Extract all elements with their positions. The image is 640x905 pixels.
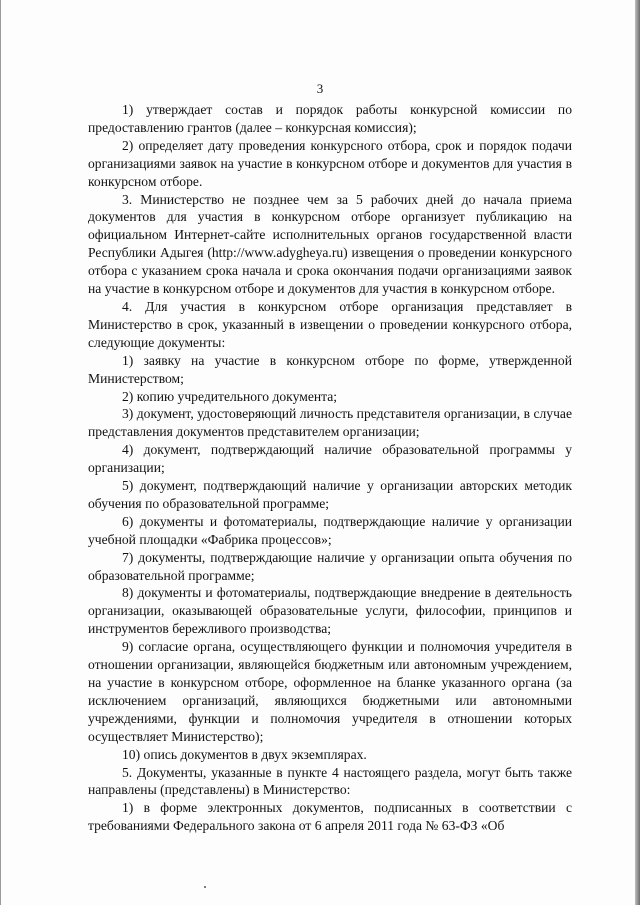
- list-item-lean-production: 8) документы и фотоматериалы, подтверждающие внедрение в деятельность организации, оказывающей образовательные услуги, философии, принципов и инструментов бережливого производства;: [88, 585, 572, 637]
- page-number: 3: [316, 81, 324, 96]
- scan-left-edge: [0, 0, 1, 905]
- paragraph-3-publication: 3. Министерство не позднее чем за 5 рабочих дней до начала приема документов для участия в конкурсном отборе организует публикацию на официальном Интернет-сайте исполнительных органов государственной власти Республики Адыгея (http://www.adygheya.ru) извещения о проведении конкурсного отбора с указанием срока начала и срока окончания подачи организациями заявок на участие в конкурсном отборе и документов для участия в конкурсном отборе.: [88, 191, 572, 297]
- list-item-process-factory: 6) документы и фотоматериалы, подтверждающие наличие у организации учебной площадки «Фабрика процессов»;: [88, 513, 572, 547]
- list-item-training-experience: 7) документы, подтверждающие наличие у организации опыта обучения по образовательной программе;: [88, 549, 572, 583]
- list-item-electronic-documents: 1) в форме электронных документов, подписанных в соответствии с требованиями Федерального закона от 6 апреля 2011 года № 63-ФЗ «Об: [88, 800, 572, 834]
- list-item-charter-copy: 2) копию учредительного документа;: [122, 388, 338, 404]
- paragraph-5-submission: 5. Документы, указанные в пункте 4 настоящего раздела, могут быть также направлены (представлены) в Министерство:: [88, 764, 572, 798]
- paragraph-1-approve-commission: 1) утверждает состав и порядок работы конкурсной комиссии по предоставлению грантов (далее – конкурсная комиссия);: [88, 102, 572, 135]
- list-item-education-program: 4) документ, подтверждающий наличие образовательной программы у организации;: [88, 442, 572, 476]
- list-item-identity-document: 3) документ, удостоверяющий личность представителя организации, в случае представления документов представителем организации;: [88, 406, 572, 440]
- paragraph-2-determine-date: 2) определяет дату проведения конкурсного отбора, срок и порядок подачи организациями заявок на участие в конкурсном отборе и документов для участия в конкурсном отборе.: [88, 137, 572, 189]
- scan-speck: [204, 886, 206, 888]
- list-item-inventory: 10) опись документов в двух экземплярах.: [122, 746, 367, 762]
- document-body: [88, 101, 572, 835]
- list-item-founder-consent: 9) согласие органа, осуществляющего функции и полномочия учредителя в отношении организации, являющейся бюджетным или автономным учреждением, на участие в конкурсном отборе, оформленное на бланке указанного органа (за исключением организаций, являющихся бюджетными или автономными учреждениями, функции и полномочия учредителя в отношении которых осуществляет Министерство);: [88, 639, 572, 744]
- list-item-application: 1) заявку на участие в конкурсном отборе по форме, утвержденной Министерством;: [88, 352, 572, 386]
- list-item-author-methods: 5) документ, подтверждающий наличие у организации авторских методик обучения по образовательной программе;: [88, 478, 572, 511]
- scan-right-edge: [635, 0, 640, 905]
- paragraph-4-documents-intro: 4. Для участия в конкурсном отборе организация представляет в Министерство в срок, указанный в извещении о проведении конкурсного отбора, следующие документы:: [88, 298, 572, 350]
